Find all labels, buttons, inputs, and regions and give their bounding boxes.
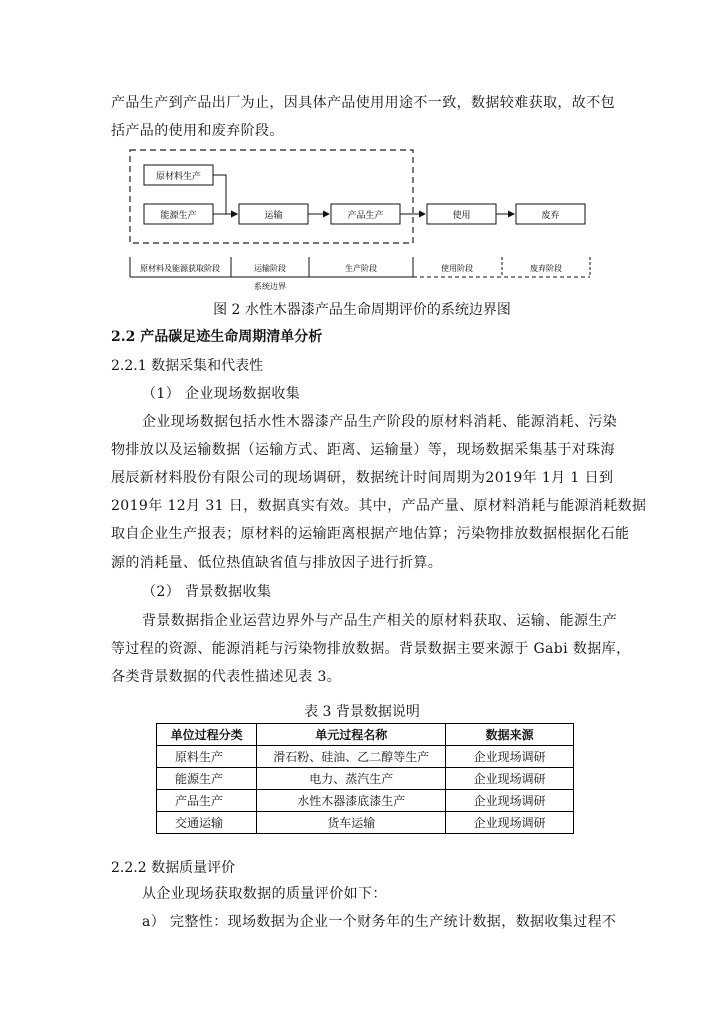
table-cell: 货车运输 — [257, 812, 446, 834]
label-raw-material: 原材料生产 — [155, 172, 202, 182]
table-cell: 企业现场调研 — [446, 746, 574, 768]
table-row — [157, 812, 574, 834]
section-2-2-2-title: 2.2.2 数据质量评价 — [111, 860, 236, 876]
table-cell: 产品生产 — [157, 790, 257, 812]
label-transport: 运输 — [264, 211, 283, 221]
label-energy: 能源生产 — [160, 211, 197, 221]
figure-caption: 图 2 水性木器漆产品生命周期评价的系统边界图 — [213, 302, 511, 318]
stage-label-5: 废弃阶段 — [530, 264, 562, 273]
table-header: 单位过程分类 — [157, 724, 257, 746]
table-header: 数据来源 — [446, 724, 574, 746]
para2-line-1: 背景数据指企业运营边界外与产品生产相关的原材料获取、运输、能源生产 — [142, 613, 618, 629]
table-cell: 原料生产 — [157, 746, 257, 768]
system-boundary-diagram — [0, 145, 724, 295]
table-cell: 水性木器漆底漆生产 — [257, 790, 446, 812]
table-cell: 企业现场调研 — [446, 790, 574, 812]
section-2-2-1-title: 2.2.1 数据采集和代表性 — [111, 358, 264, 374]
system-boundary — [130, 150, 413, 243]
para1-line-3: 展辰新材料股份有限公司的现场调研，数据统计时间周期为2019年 1月 1 日到 — [111, 470, 614, 486]
label-disposal: 废弃 — [541, 211, 560, 221]
item-1-heading: （1） 企业现场数据收集 — [142, 386, 301, 402]
para2-line-2: 等过程的资源、能源消耗与污染物排放数据。背景数据主要来源于 Gabi 数据库， — [111, 641, 631, 657]
table-cell: 企业现场调研 — [446, 812, 574, 834]
stage-label-2: 运输阶段 — [254, 264, 286, 273]
para1-line-1: 企业现场数据包括水性木器漆产品生产阶段的原材料消耗、能源消耗、污染 — [142, 414, 618, 430]
table-row — [157, 746, 574, 768]
label-production: 产品生产 — [347, 211, 384, 221]
para1-line-4: 2019年 12月 31 日，数据真实有效。其中，产品产量、原材料消耗与能源消耗数据 — [111, 498, 647, 514]
table-caption: 表 3 背景数据说明 — [304, 704, 420, 720]
item-2-heading: （2） 背景数据收集 — [142, 584, 272, 600]
para1-line-6: 源的消耗量、低位热值缺省值与排放因子进行折算。 — [111, 555, 443, 571]
table-cell: 电力、蒸汽生产 — [257, 768, 446, 790]
para1-line-5: 取自企业生产报表；原材料的运输距离根据产地估算；污染物排放数据根据化石能 — [111, 526, 630, 542]
table-cell: 企业现场调研 — [446, 768, 574, 790]
stage-label-3: 生产阶段 — [345, 264, 377, 273]
label-use: 使用 — [452, 211, 471, 221]
boundary-label: 系统边界 — [254, 282, 286, 291]
intro-line-1: 产品生产到产品出厂为止，因具体产品使用用途不一致，数据较难获取，故不包 — [111, 95, 615, 111]
table-row — [157, 768, 574, 790]
para1-line-2: 物排放以及运输数据（运输方式、距离、运输量）等，现场数据采集基于对珠海 — [111, 442, 615, 458]
stage-label-4: 使用阶段 — [441, 264, 473, 273]
table-cell: 交通运输 — [157, 812, 257, 834]
table-cell: 能源生产 — [157, 768, 257, 790]
table-cell: 滑石粉、硅油、乙二醇等生产 — [257, 746, 446, 768]
table-row — [157, 790, 574, 812]
section-2-2-title: 2.2 产品碳足迹生命周期清单分析 — [111, 329, 323, 345]
intro-line-2: 括产品的使用和废弃阶段。 — [111, 123, 284, 139]
table-header-row — [157, 724, 574, 746]
quality-item-a: a） 完整性：现场数据为企业一个财务年的生产统计数据，数据收集过程不 — [142, 914, 617, 930]
background-data-table — [156, 723, 574, 834]
para2-line-3: 各类背景数据的代表性描述见表 3。 — [111, 669, 342, 685]
stage-label-1: 原材料及能源获取阶段 — [140, 264, 220, 273]
arrow-raw-to-transport — [213, 175, 237, 214]
quality-intro: 从企业现场获取数据的质量评价如下： — [142, 886, 387, 902]
table-header: 单元过程名称 — [257, 724, 446, 746]
